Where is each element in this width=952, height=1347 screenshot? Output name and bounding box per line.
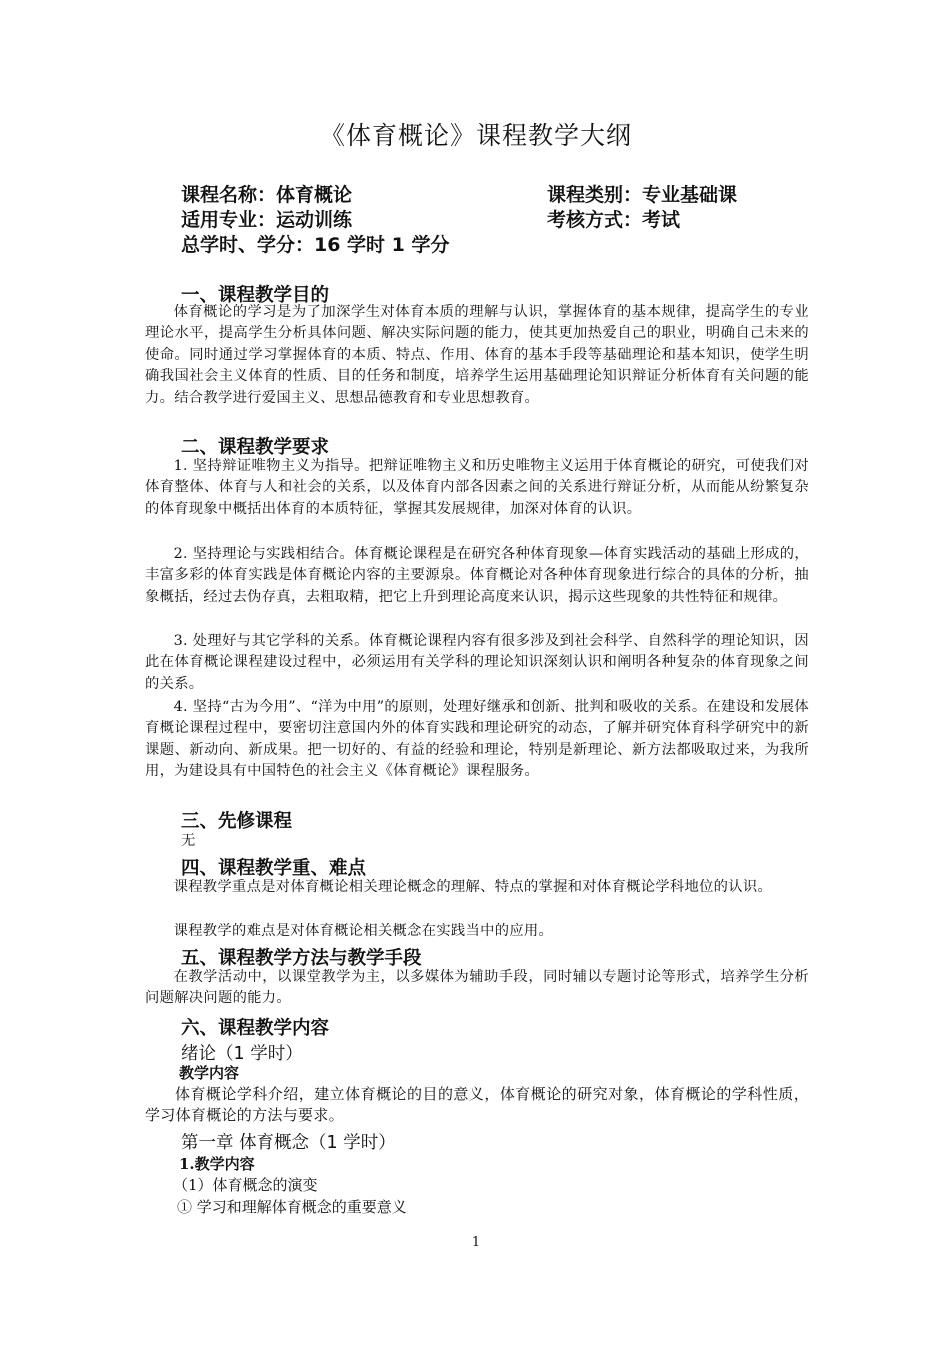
section-2-item-2: 2. 坚持理论与实践相结合。体育概论课程是在研究各种体育现象—体育实践活动的基础上形成的，丰富多彩的体育实践是体育概论内容的主要源泉。体育概论对各种体育现象进行综合的具体的分析，抽象概括，经过去伪存真，去粗取精，把它上升到理论高度来认识，揭示这些现象的共性特征和规律。 <box>145 546 809 605</box>
section-4-focus: 课程教学重点是对体育概论相关理论概念的理解、特点的掌握和对体育概论学科地位的认识。 <box>173 879 773 895</box>
section-2-item-1: 1. 坚持辩证唯物主义为指导。把辩证唯物主义和历史唯物主义运用于体育概论的研究，可使我们对体育整体、体育与人和社会的关系，以及体育内部各因素之间的关系进行辩证分析，从而能从纷繁复杂的体育现象中概括出体育的本质特征，掌握其发展规律，加深对体育的认识。 <box>145 458 809 517</box>
applicable-major: 适用专业：运动训练 <box>181 209 353 231</box>
chapter-1-heading: 第一章 体育概念（1 学时） <box>181 1133 396 1153</box>
chapter-1-item-1: （1）体育概念的演变 <box>173 1176 318 1194</box>
section-4-heading: 四、课程教学重、难点 <box>181 858 367 879</box>
section-6-heading: 六、课程教学内容 <box>181 1018 330 1039</box>
section-1-text: 体育概论的学习是为了加深学生对体育本质的理解与认识，掌握体育的基本规律，提高学生的专业理论水平，提高学生分析具体问题、解决实际问题的能力，使其更加热爱自己的职业，明确自己未来的使命。同时通过学习掌握体育的本质、特点、作用、体育的基本手段等基础理论和基本知识，使学生明确我国社会主义体育的性质、目的任务和制度，培养学生运用基础理论知识辩证分析体育有关问题的能力。结合教学进行爱国主义、思想品德教育和专业思想教育。 <box>145 304 809 406</box>
page-number: 1 <box>471 1235 481 1250</box>
chapter-1-content-label: 1.教学内容 <box>179 1155 255 1173</box>
section-5-text: 在教学活动中，以课堂教学为主，以多媒体为辅助手段，同时辅以专题讨论等形式，培养学生分析问题解决问题的能力。 <box>145 969 809 1007</box>
section-3-heading: 三、先修课程 <box>181 811 293 832</box>
chapter-1-item-2: ① 学习和理解体育概念的重要意义 <box>177 1198 407 1216</box>
section-2-item-4: 4. 坚持“古为今用”、“洋为中用”的原则，处理好继承和创新、批判和吸收的关系。在建设和发展体育概论课程过程中，要密切注意国内外的体育实践和理论研究的动态，了解并研究体育科学研究中的新课题、新动向、新成果。把一切好的、有益的经验和理论，特别是新理论、新方法都吸取过来，为我所用，为建设具有中国特色的社会主义《体育概论》课程服务。 <box>145 699 809 780</box>
document-title: 《体育概论》课程教学大纲 <box>319 121 632 150</box>
section-5-heading: 五、课程教学方法与教学手段 <box>181 948 422 969</box>
section-2-heading: 二、课程教学要求 <box>181 437 330 458</box>
section-3-text: 无 <box>181 833 196 849</box>
assessment-method: 考核方式：考试 <box>547 209 681 231</box>
section-1-heading: 一、课程教学目的 <box>181 285 330 306</box>
intro-content-text: 体育概论学科介绍，建立体育概论的目的意义，体育概论的研究对象，体育概论的学科性质，学习体育概论的方法与要求。 <box>145 1085 809 1125</box>
intro-heading: 绪论（1 学时） <box>181 1044 303 1064</box>
section-2-item-3: 3. 处理好与其它学科的关系。体育概论课程内容有很多涉及到社会科学、自然科学的理论知识，因此在体育概论课程建设过程中，必须运用有关学科的理论知识深刻认识和阐明各种复杂的体育现象之间的关系。 <box>145 633 809 692</box>
course-type: 课程类别：专业基础课 <box>547 184 738 206</box>
hours-credits: 总学时、学分：16 学时 1 学分 <box>181 234 450 256</box>
intro-content-label: 教学内容 <box>179 1064 240 1082</box>
section-4-difficulty: 课程教学的难点是对体育概论相关概念在实践当中的应用。 <box>173 923 554 939</box>
course-name: 课程名称：体育概论 <box>181 184 353 206</box>
